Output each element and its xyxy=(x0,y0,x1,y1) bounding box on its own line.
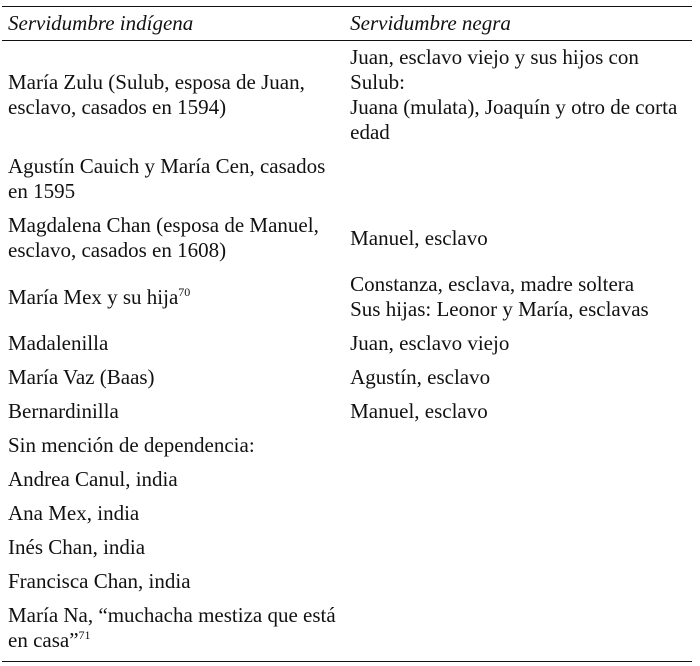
footnote-marker: 70 xyxy=(178,284,191,299)
table-row xyxy=(2,268,692,327)
cell-negra-line: Sus hijas: Leonor y María, esclavas xyxy=(350,297,649,321)
cell-indigena xyxy=(2,565,344,599)
table-row xyxy=(2,463,692,497)
cell-negra xyxy=(344,268,692,327)
cell-indigena xyxy=(2,150,344,209)
cell-indigena-text: Madalenilla xyxy=(8,331,109,355)
cell-indigena-text: Sin mención de dependencia: xyxy=(8,433,255,457)
cell-indigena xyxy=(2,327,344,361)
cell-indigena xyxy=(2,463,344,497)
cell-negra xyxy=(344,429,692,463)
header-servidumbre-indigena: Servidumbre indígena xyxy=(2,7,344,41)
cell-indigena-text: María Zulu (Sulub, esposa de Juan, esclavo, casados en 1594) xyxy=(8,70,305,119)
cell-negra xyxy=(344,599,692,662)
cell-negra-line: Agustín, esclavo xyxy=(350,365,491,389)
cell-indigena xyxy=(2,209,344,268)
header-servidumbre-negra: Servidumbre negra xyxy=(344,7,692,41)
cell-negra xyxy=(344,395,692,429)
cell-negra-line: Juan, esclavo viejo y sus hijos con Sulub: xyxy=(350,45,639,94)
cell-indigena-text: María Vaz (Baas) xyxy=(8,365,155,389)
cell-indigena-text: Andrea Canul, india xyxy=(8,467,178,491)
cell-indigena-text: María Mex y su hija xyxy=(8,284,179,309)
cell-negra xyxy=(344,209,692,268)
table-row xyxy=(2,565,692,599)
cell-indigena xyxy=(2,361,344,395)
cell-indigena xyxy=(2,531,344,565)
cell-negra-line: Juana (mulata), Joaquín y otro de corta edad xyxy=(350,95,678,144)
cell-negra xyxy=(344,41,692,151)
table-row xyxy=(2,429,692,463)
table-row xyxy=(2,497,692,531)
cell-negra xyxy=(344,327,692,361)
cell-indigena-text: Bernardinilla xyxy=(8,399,119,423)
cell-indigena-text: Magdalena Chan (esposa de Manuel, esclavo, casados en 1608) xyxy=(8,213,319,262)
table-row xyxy=(2,41,692,151)
cell-indigena-text: Francisca Chan, india xyxy=(8,569,191,593)
table-body xyxy=(2,41,692,662)
cell-indigena xyxy=(2,497,344,531)
cell-negra-line: Manuel, esclavo xyxy=(350,399,488,423)
servidumbre-table xyxy=(2,6,692,662)
cell-indigena xyxy=(2,395,344,429)
cell-indigena-text: Agustín Cauich y María Cen, casados en 1595 xyxy=(8,154,326,203)
table-header-row xyxy=(2,7,692,41)
cell-indigena-text: Inés Chan, india xyxy=(8,535,146,559)
cell-negra xyxy=(344,361,692,395)
cell-negra xyxy=(344,497,692,531)
cell-indigena xyxy=(2,429,344,463)
cell-negra xyxy=(344,463,692,497)
table-row xyxy=(2,150,692,209)
cell-negra-line: Juan, esclavo viejo xyxy=(350,331,510,355)
cell-indigena xyxy=(2,599,344,662)
table-row xyxy=(2,327,692,361)
footnote-marker: 71 xyxy=(78,628,91,642)
cell-negra xyxy=(344,150,692,209)
table-row xyxy=(2,209,692,268)
cell-indigena xyxy=(2,41,344,151)
cell-indigena-text: María Na, “muchacha mestiza que está en casa” xyxy=(8,603,336,652)
cell-negra xyxy=(344,531,692,565)
cell-indigena xyxy=(2,268,344,327)
table-row xyxy=(2,599,692,662)
table-row xyxy=(2,361,692,395)
table-row xyxy=(2,531,692,565)
cell-negra-line: Constanza, esclava, madre soltera xyxy=(350,272,635,296)
cell-negra xyxy=(344,565,692,599)
cell-negra-line: Manuel, esclavo xyxy=(350,225,488,250)
cell-indigena-text: Ana Mex, india xyxy=(8,501,140,525)
table-row xyxy=(2,395,692,429)
